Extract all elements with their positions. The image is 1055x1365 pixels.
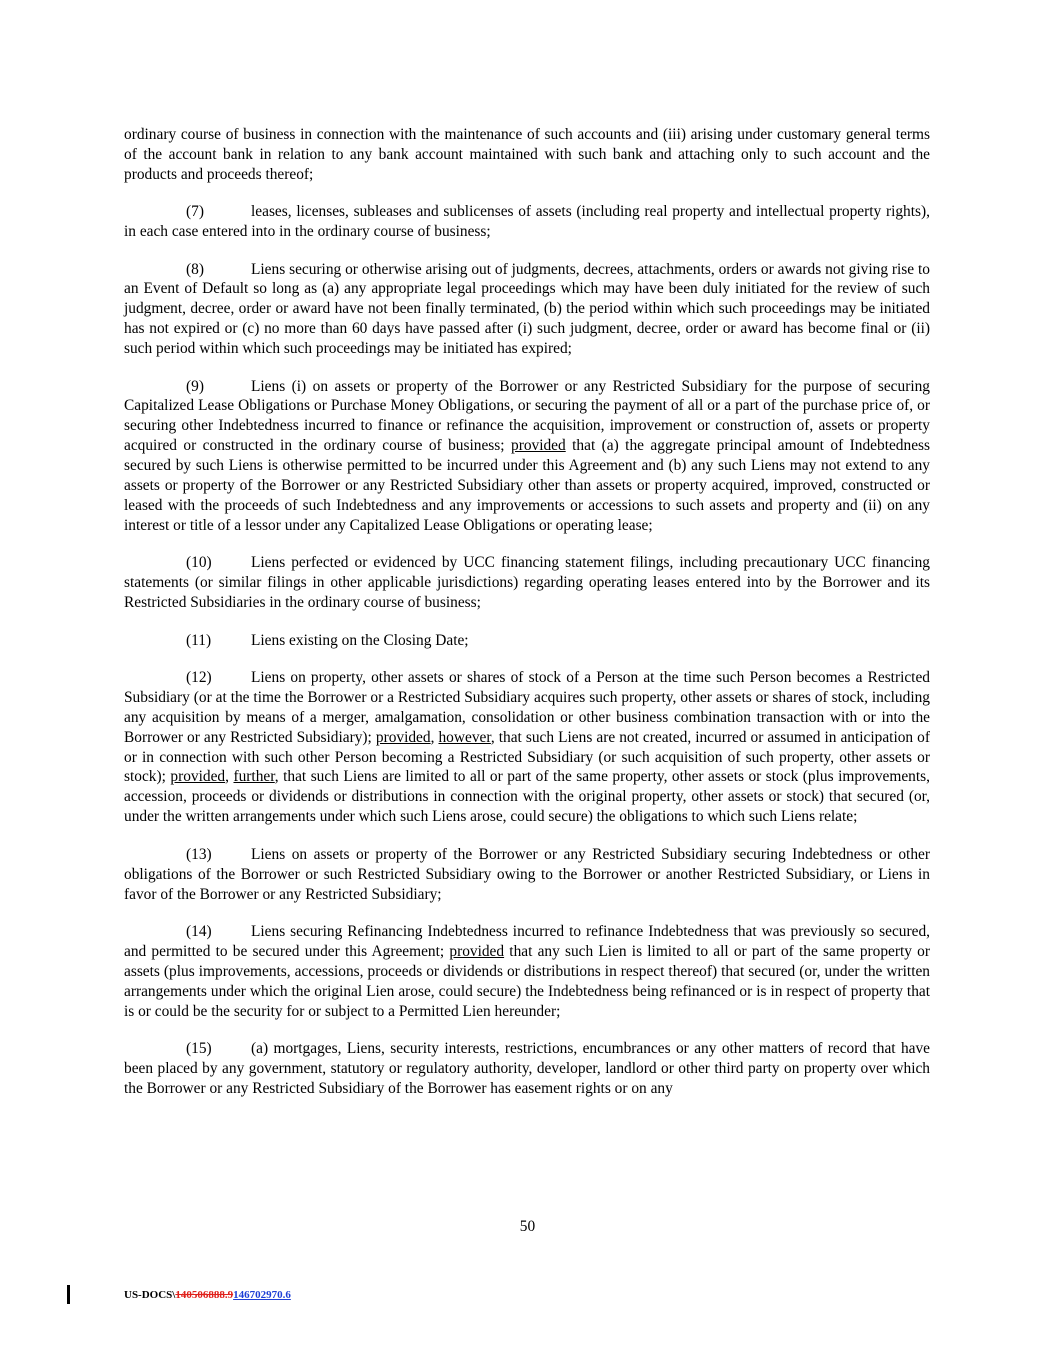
paragraph-14 (124, 922, 930, 1022)
paragraph-number: (10) (186, 554, 212, 572)
paragraph-number: (13) (186, 845, 212, 863)
paragraph-8 (124, 260, 930, 360)
paragraph-text: Liens securing or otherwise arising out of judgments, decrees, attachments, orders or awards not giving rise to an Event of Default so long as (a) any appropriate legal proceedings which may have been duly initiated for the review of such judgment, decree, order or award have not been finally terminated, (b) the period within which such proceedings may be initiated has not expired or (c) no more than 60 days have passed after (i) such judgment, decree, order or award has become final or (ii) such period within which such proceedings may be initiated has expired; (124, 260, 930, 358)
paragraph-number: (7) (186, 203, 204, 221)
paragraph-text: Liens (i) on assets or property of the Borrower or any Restricted Subsidiary for the purpose of securing Capitalized Lease Obligations or Purchase Money Obligations, or securing the payment of all or a part of the purchase price of, or securing other Indebtedness incurred to finance or refinance the acquisition, improvement or construction of, assets or property acquired or constructed in the ordinary course of business; (124, 377, 930, 455)
paragraph-number: (11) (186, 631, 212, 649)
paragraph-text: Liens on property, other assets or shares of stock of a Person at the time such Person becomes a Restricted Subsidiary (or at the time the Borrower or a Restricted Subsidiary acquires such property, other assets or shares of stock, including any acquisition by means of a merger, amalgamation, consolidation or other business combination transaction with or into the Borrower or any Restricted Subsidiary); (124, 668, 930, 746)
paragraph-7 (124, 202, 930, 242)
paragraph-number: (8) (186, 260, 204, 278)
document-id-footer (124, 1289, 291, 1301)
paragraph-10 (124, 553, 930, 613)
paragraph-text: Liens on assets or property of the Borrower or any Restricted Subsidiary securing Indebtedness or other obligations of the Borrower or such Restricted Subsidiary owing to the Borrower or another Restricted Subsidiary, or Liens in favor of the Borrower or any Restricted Subsidiary; (124, 845, 930, 903)
underlined-term: provided (170, 768, 226, 786)
paragraph-text: Liens existing on the Closing Date; (251, 631, 469, 649)
paragraph-text: that any such Lien is limited to all or part of the same property or assets (plus improvements, accessions, proceeds or dividends or distributions in respect thereof) that secured (or, under the written arrangements under which the original Lien arose, could secure) the Indebtedness being refinanced or is in respect of property that is or could be the security for or subject to a Permitted Lien hereunder; (124, 942, 930, 1020)
underlined-term: provided (449, 942, 505, 960)
paragraph-text: that (a) the aggregate principal amount of Indebtedness secured by such Liens is otherwise permitted to be incurred under this Agreement and (b) any such Liens may not extend to any assets or property of the Borrower or any Restricted Subsidiary other than assets or property acquired, improved, constructed or leased with the proceeds of such Indebtedness and any improvements or accessions to such assets and property and (ii) on any interest or title of a lessor under any Capitalized Lease Obligations or operating lease; (124, 437, 931, 534)
page-number: 50 (519, 1218, 536, 1235)
document-body (124, 125, 930, 1116)
paragraph-text: , that such Liens are not created, incurred or assumed in anticipation of or in connection with such other Person becoming a Restricted Subsidiary (or such acquisition of such property, other assets or stock); (124, 728, 930, 786)
paragraph-13 (124, 845, 930, 905)
doc-id-inserted: 146702970.6 (233, 1289, 291, 1301)
paragraph-text: , that such Liens are limited to all or part of the same property, other assets or stock (plus improvements, accession, proceeds or dividends or distributions in connection with the original property, other assets or stock) that secured (or, under the written arrangements under which such Liens arose, could secure) the obligations to which such Liens relate; (124, 768, 930, 826)
paragraph-text: Liens securing Refinancing Indebtedness incurred to refinance Indebtedness that was previously so secured, and permitted to be secured under this Agreement; (124, 922, 930, 960)
underlined-term: provided (511, 437, 566, 455)
paragraph-9 (124, 377, 930, 536)
doc-id-prefix: US-DOCS\ (124, 1289, 176, 1301)
underlined-term: however (438, 728, 491, 746)
paragraph-number: (15) (186, 1039, 212, 1057)
underlined-term: further (233, 768, 275, 786)
doc-id-deleted: 140506888.9 (175, 1289, 234, 1301)
paragraph-number: (9) (186, 377, 204, 395)
paragraph-15 (124, 1039, 930, 1099)
paragraph-text: (a) mortgages, Liens, security interests, restrictions, encumbrances or any other matters of record that have been placed by any government, statutory or regulatory authority, developer, landlord or other third party on property over which the Borrower or any Restricted Subsidiary of the Borrower has easement rights or on any (124, 1039, 930, 1097)
change-bar (67, 1285, 70, 1304)
paragraph-number: (12) (186, 668, 212, 686)
separator: , (225, 768, 234, 786)
paragraph-12 (124, 668, 930, 827)
paragraph-number: (14) (186, 922, 212, 940)
paragraph-continuation: ordinary course of business in connection with the maintenance of such accounts and (iii) arising under customary general terms of the account bank in relation to any bank account maintained with such bank and attaching only to such account and the products and proceeds thereof; (124, 126, 930, 183)
paragraph-11 (124, 631, 930, 651)
underlined-term: provided (375, 728, 431, 746)
paragraph-text: Liens perfected or evidenced by UCC financing statement filings, including precautionary UCC financing statements (or similar filings in other applicable jurisdictions) regarding operating leases entered into by the Borrower and its Restricted Subsidiaries in the ordinary course of business; (124, 554, 930, 612)
paragraph-text: leases, licenses, subleases and sublicenses of assets (including real property and intellectual property rights), in each case entered into in the ordinary course of business; (124, 203, 930, 241)
separator: , (430, 728, 439, 746)
